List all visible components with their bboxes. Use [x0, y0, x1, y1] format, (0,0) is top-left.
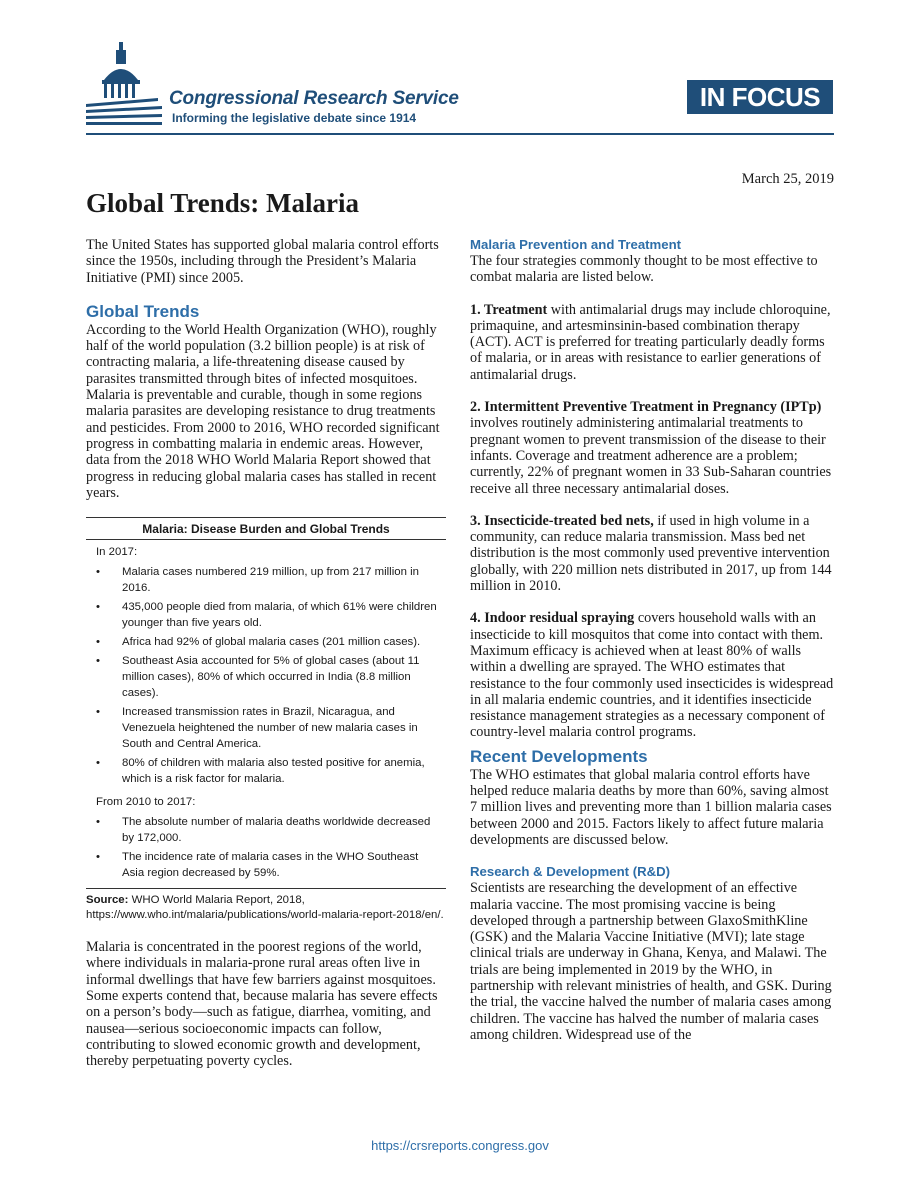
list-item: • The incidence rate of malaria cases in the WHO Southeast Asia region decreased by 59%. [86, 849, 440, 881]
global-trends-heading: Global Trends [86, 301, 200, 321]
rd-heading: Research & Development (R&D) [470, 864, 671, 880]
intro-paragraph: The United States has supported global malaria control efforts since the 1950s, including through the President’s Malaria Initiative (PMI) since 2005. [86, 237, 439, 286]
list-item: • Malaria cases numbered 219 million, up from 217 million in 2016. [86, 564, 440, 596]
publication-date: March 25, 2019 [741, 171, 834, 187]
footer-url-link[interactable]: https://crsreports.congress.gov [371, 1138, 549, 1153]
strategy-1-title: 1. Treatment [470, 301, 548, 318]
box-subheading-2017: In 2017: [96, 546, 138, 559]
strategy-2-title: 2. Intermittent Preventive Treatment in Pregnancy (IPTp) [470, 399, 822, 416]
list-item: • The absolute number of malaria deaths worldwide decreased by 172,000. [86, 814, 440, 846]
rd-paragraph: Scientists are researching the development of an effective malaria vaccine. The most promising vaccine is being developed through a partnership between GlaxoSmithKline (GSK) and the Malaria Vaccine Initiative (MVI); late stage clinical trials are underway in Ghana, Kenya, and Malawi. The trials are being implemented in 2019 by the WHO, in partnership with relevant ministries of health, and GSK. During the trial, the vaccine halved the number of malaria cases among children. The vaccine has halved the number of malaria cases among children. Widespread use of the [470, 880, 832, 1043]
box-list-2010-2017 [86, 814, 446, 881]
recent-developments-paragraph: The WHO estimates that global malaria control efforts have helped reduce malaria deaths by more than 60%, saving almost 7 million lives and preventing more than 1 billion malaria cases between 2000 and 2015. Factors likely to affect future malaria developments are discussed below. [470, 766, 832, 848]
in-focus-badge: IN FOCUS [687, 80, 833, 114]
box-source [86, 893, 446, 923]
page-title: Global Trends: Malaria [86, 188, 360, 218]
strategy-spraying [470, 610, 836, 740]
org-name: Congressional Research Service [169, 88, 459, 109]
list-item: • 435,000 people died from malaria, of which 61% were children younger than five years old. [86, 599, 440, 631]
prevention-heading: Malaria Prevention and Treatment [470, 237, 682, 252]
left-column [86, 237, 446, 1086]
strategy-2-text: involves routinely administering antimalarial treatments to pregnant women to prevent transmission of the disease to their infants. Coverage and treatment adherence are a problem; currently, 22% of pregnant women in 33 Sub-Saharan countries receive all three necessary antimalarial doses. [470, 415, 832, 497]
disease-burden-box [86, 517, 446, 889]
strategy-3-text: if used in high volume in a community, can reduce malaria transmission. Mass bed net distribution is the most commonly used preventive intervention globally, with 220 million nets distributed in 2017, up from 144 million in 2010. [470, 512, 832, 595]
box-list-2017 [86, 564, 446, 787]
strategy-treatment [470, 302, 836, 383]
box-subheading-2010-2017: From 2010 to 2017: [96, 796, 196, 809]
org-tagline: Informing the legislative debate since 1914 [172, 111, 417, 125]
list-item: • Increased transmission rates in Brazil, Nicaragua, and Venezuela heightened the number of new malaria cases in South and Central America. [86, 704, 440, 752]
strategy-1-text: with antimalarial drugs may include chloroquine, primaquine, and artesminsinin-based combination therapy (ACT). ACT is preferred for treating particularly deadly forms of malaria, or in areas with resistance to earlier generations of antimalarial drugs. [470, 301, 831, 383]
strategy-4-text: covers household walls with an insecticide to kill mosquitos that come into contact with them. Maximum efficacy is achieved when at least 80% of walls within a dwelling are sprayed. The WHO estimates that resistance to the four commonly used insecticides is widespread in all malaria endemic countries, and it identifies insecticide resistance management strategies as a necessary component of country-level malaria control programs. [470, 610, 834, 741]
box-title: Malaria: Disease Burden and Global Trends [86, 518, 446, 540]
closing-paragraph: Malaria is concentrated in the poorest regions of the world, where individuals in malaria-prone rural areas often live in informal dwellings that have few barriers against mosquitoes. Some experts contend that, because malaria has severe effects on a person’s body—such as fatigue, diarrhea, vomiting, and nausea—serious socioeconomic impacts can follow, contributing to slowed economic growth and development, thereby perpetuating poverty cycles. [86, 939, 438, 1070]
right-column [470, 237, 836, 1059]
source-text: WHO World Malaria Report, 2018, https://www.who.int/malaria/publications/world-malaria-report-2018/en/. [86, 894, 444, 922]
list-item: • Africa had 92% of global malaria cases (201 million cases). [86, 634, 440, 650]
header-divider [86, 133, 834, 135]
prevention-intro: The four strategies commonly thought to be most effective to combat malaria are listed below. [470, 253, 818, 286]
global-trends-paragraph: According to the World Health Organization (WHO), roughly half of the world population (3.2 billion people) is at risk of contracting malaria, a life-threatening disease caused by parasites transmitted through bites of infected mosquitoes. Malaria is preventable and curable, though in some regions malaria parasites are developing resistance to drug treatments and pesticides. From 2000 to 2016, WHO recorded significant progress in combatting malaria in endemic areas. However, data from the 2018 WHO World Malaria Report showed that progress in reducing global malaria cases has stalled in recent years. [86, 321, 440, 501]
strategy-bed-nets [470, 513, 836, 594]
list-item: • Southeast Asia accounted for 5% of global cases (about 11 million cases), 80% of which occurred in India (8.8 million cases). [86, 653, 440, 701]
strategy-3-title: 3. Insecticide-treated bed nets, [470, 512, 654, 529]
strategy-4-title: 4. Indoor residual spraying [470, 610, 635, 627]
list-item: • 80% of children with malaria also tested positive for anemia, which is a risk factor for malaria. [86, 755, 440, 787]
strategy-iptp [470, 399, 836, 497]
source-label: Source: [86, 894, 129, 907]
recent-developments-heading: Recent Developments [470, 746, 648, 766]
